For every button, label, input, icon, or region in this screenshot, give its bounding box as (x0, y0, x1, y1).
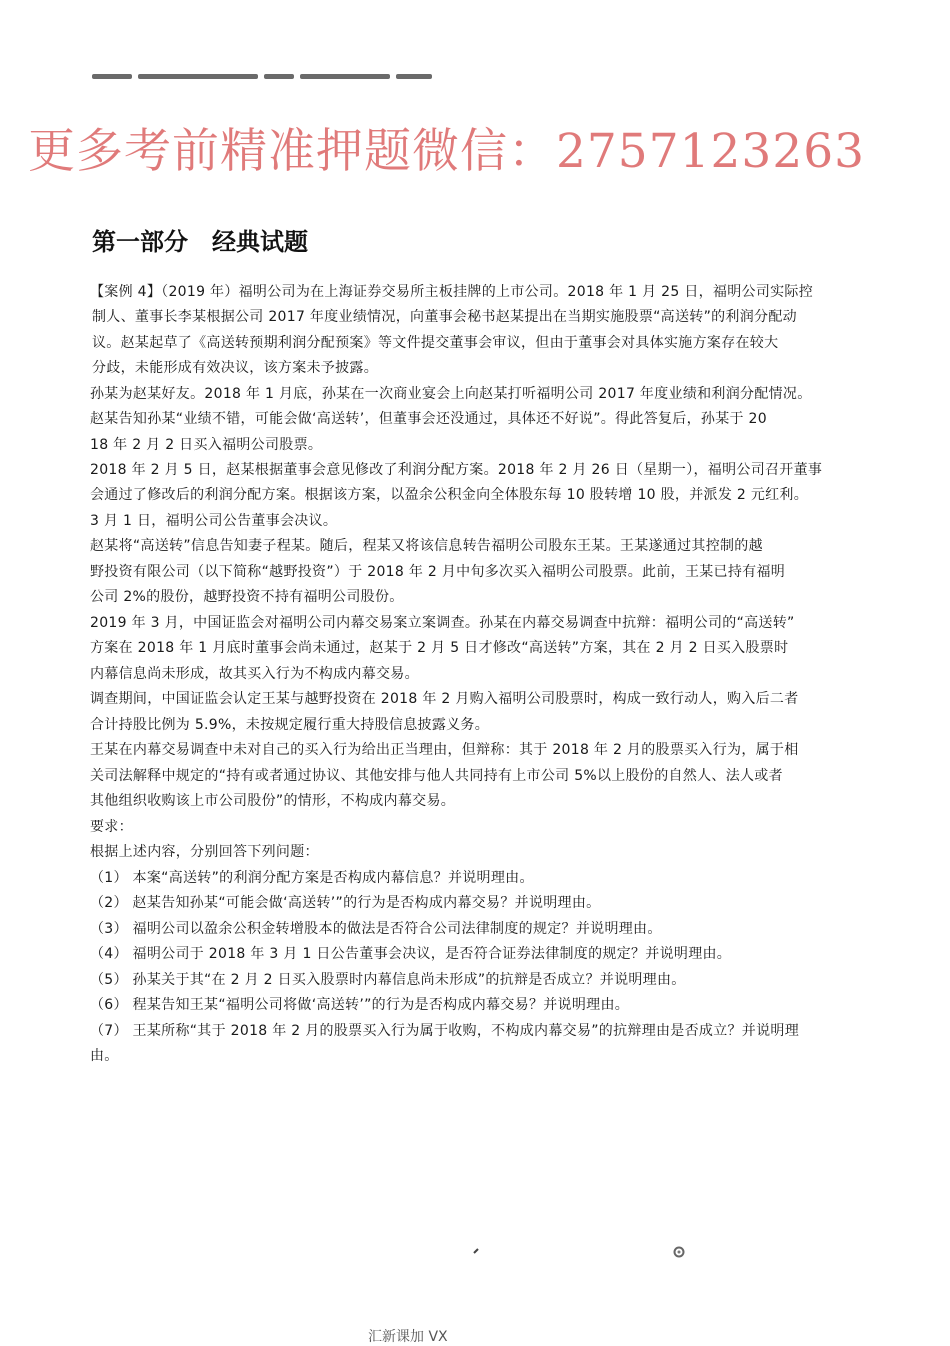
document-body (90, 280, 890, 1070)
question-item-7: （7） 王某所称“其于 2018 年 2 月的股票买入行为属于收购，不构成内幕交易”的抗辩理由是否成立？并说明理 (90, 1022, 799, 1039)
scan-speck (474, 1249, 478, 1253)
case-paragraph-line: 议。赵某起草了《高送转预期利润分配预案》等文件提交董事会审议，但由于董事会对具体实施方案存在较大 (92, 334, 779, 351)
requirements-intro: 根据上述内容，分别回答下列问题： (90, 844, 319, 860)
header-fragment (92, 72, 442, 80)
case-paragraph-line: 2019 年 3 月，中国证监会对福明公司内幕交易案立案调查。孙某在内幕交易调查中抗辩：福明公司的“高送转” (90, 614, 795, 631)
case-paragraph-line: 王某在内幕交易调查中未对自己的买入行为给出正当理由，但辩称：其于 2018 年 2 月的股票买入行为，属于相 (90, 742, 799, 758)
case-paragraph-line: 18 年 2 月 2 日买入福明公司股票。 (90, 436, 323, 453)
case-paragraph-line: 制人、董事长李某根据公司 2017 年度业绩情况，向董事会秘书赵某提出在当期实施股票“高送转”的利润分配动 (92, 309, 797, 325)
scan-speck (675, 1248, 684, 1257)
footer-text: 汇新课加 VX (368, 1329, 448, 1345)
case-paragraph-line: 关司法解释中规定的“持有或者通过协议、其他安排与他人共同持有上市公司 5%以上股份的自然人、法人或者 (90, 767, 783, 784)
case-paragraph-line: 赵某将“高送转”信息告知妻子程某。随后，程某又将该信息转告福明公司股东王某。王某遂通过其控制的越 (90, 538, 763, 554)
case-paragraph-line: 合计持股比例为 5.9%，未按规定履行重大持股信息披露义务。 (90, 716, 490, 733)
case-paragraph-line: 会通过了修改后的利润分配方案。根据该方案，以盈余公积金向全体股东每 10 股转增 10 股，并派发 2 元红利。 (90, 487, 809, 503)
question-item-4: （4） 福明公司于 2018 年 3 月 1 日公告董事会决议，是否符合证券法律制度的规定？并说明理由。 (90, 946, 732, 962)
question-item-3: （3） 福明公司以盈余公积金转增股本的做法是否符合公司法律制度的规定？并说明理由。 (90, 920, 662, 937)
question-item-7-continuation: 由。 (90, 1048, 119, 1064)
question-item-5: （5） 孙某关于其“在 2 月 2 日买入股票时内幕信息尚未形成”的抗辩是否成立？并说明理由。 (90, 971, 686, 988)
case-paragraph-line: 其他组织收购该上市公司股份”的情形，不构成内幕交易。 (90, 793, 456, 809)
section-title: 第一部分 经典试题 (92, 227, 308, 256)
requirements-label: 要求： (90, 818, 133, 835)
case-paragraph-line: 2018 年 2 月 5 日，赵某根据董事会意见修改了利润分配方案。2018 年 2 月 26 日（星期一），福明公司召开董事 (90, 462, 823, 478)
case-paragraph-line: 内幕信息尚未形成，故其买入行为不构成内幕交易。 (90, 665, 419, 682)
case-paragraph-line: 3 月 1 日，福明公司公告董事会决议。 (90, 512, 338, 529)
case-paragraph-line: 【案例 4】（2019 年）福明公司为在上海证券交易所主板挂牌的上市公司。2018 年 1 月 25 日，福明公司实际控 (90, 284, 814, 300)
case-paragraph-line: 方案在 2018 年 1 月底时董事会尚未通过，赵某于 2 月 5 日才修改“高送转”方案，其在 2 月 2 日买入股票时 (90, 640, 789, 656)
case-paragraph-line: 公司 2%的股份，越野投资不持有福明公司股份。 (90, 589, 404, 605)
case-paragraph-line: 调查期间，中国证监会认定王某与越野投资在 2018 年 2 月购入福明公司股票时，构成一致行动人，购入后二者 (90, 691, 799, 707)
question-item-1: （1） 本案“高送转”的利润分配方案是否构成内幕信息？并说明理由。 (90, 869, 534, 886)
case-paragraph-line: 分歧，未能形成有效决议，该方案未予披露。 (92, 360, 378, 376)
question-item-2: （2） 赵某告知孙某“可能会做‘高送转’”的行为是否构成内幕交易？并说明理由。 (90, 895, 601, 911)
case-paragraph-line: 赵某告知孙某“业绩不错，可能会做‘高送转’，但董事会还没通过，具体还不好说”。得此答复后，孙某于 20 (90, 411, 767, 427)
case-paragraph-line: 野投资有限公司（以下简称“越野投资”）于 2018 年 2 月中旬多次买入福明公司股票。此前，王某已持有福明 (90, 563, 786, 580)
question-item-6: （6） 程某告知王某“福明公司将做‘高送转’”的行为是否构成内幕交易？并说明理由。 (90, 997, 630, 1013)
watermark-text: 更多考前精准押题微信：2757123263 (28, 124, 866, 179)
case-paragraph-line: 孙某为赵某好友。2018 年 1 月底，孙某在一次商业宴会上向赵某打听福明公司 2017 年度业绩和利润分配情况。 (90, 385, 812, 402)
scan-speck (678, 1251, 681, 1254)
